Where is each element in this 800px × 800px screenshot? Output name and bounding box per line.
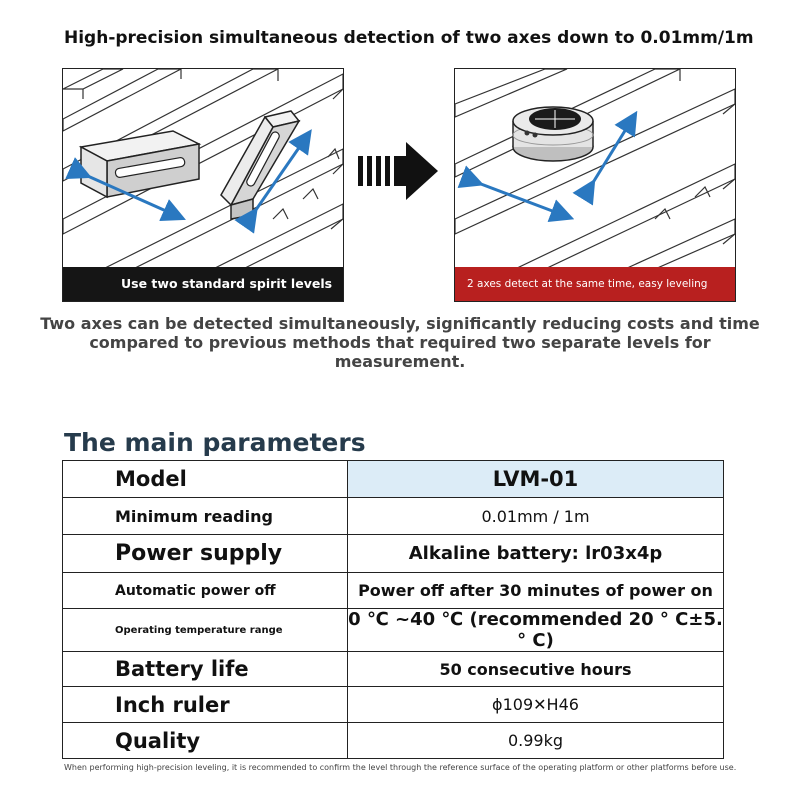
illustration-dual-axis-level xyxy=(454,68,736,302)
headline: High-precision simultaneous detection of two axes down to 0.01mm/1m xyxy=(64,28,754,48)
transition-arrow-icon xyxy=(358,142,438,200)
param-label-operating-temperature: Operating temperature range xyxy=(63,609,348,652)
spirit-level-horizontal xyxy=(81,131,199,197)
param-label-battery-life: Battery life xyxy=(63,652,348,687)
param-value-quality: 0.99kg xyxy=(348,723,724,759)
summary-line-3: measurement. xyxy=(334,352,466,371)
param-label-power-supply: Power supply xyxy=(63,535,348,573)
table-row xyxy=(63,461,724,498)
table-row xyxy=(63,687,724,723)
param-value-battery-life: 50 consecutive hours xyxy=(348,652,724,687)
parameters-table xyxy=(62,460,724,759)
param-value-minimum-reading: 0.01mm / 1m xyxy=(348,498,724,535)
summary-line-1: Two axes can be detected simultaneously, significantly reducing costs and time xyxy=(40,314,760,333)
param-value-model: LVM-01 xyxy=(348,461,724,498)
table-row xyxy=(63,498,724,535)
table-row xyxy=(63,652,724,687)
table-row xyxy=(63,609,724,652)
caption-dual-axis: 2 axes detect at the same time, easy leveling xyxy=(455,267,735,301)
param-label-automatic-power-off: Automatic power off xyxy=(63,573,348,609)
param-label-inch-ruler: Inch ruler xyxy=(63,687,348,723)
param-value-power-supply: Alkaline battery: lr03x4p xyxy=(348,535,724,573)
illustration-two-spirit-levels xyxy=(62,68,344,302)
table-row xyxy=(63,535,724,573)
param-value-automatic-power-off: Power off after 30 minutes of power on xyxy=(348,573,724,609)
param-value-inch-ruler: ϕ109✕H46 xyxy=(348,687,724,723)
footnote: When performing high-precision leveling, it is recommended to confirm the level through the reference surface of the operating platform or other platforms before use. xyxy=(64,763,737,772)
summary-line-2: compared to previous methods that required two separate levels for xyxy=(89,333,711,352)
param-value-operating-temperature: 0 ℃ ~40 ℃ (recommended 20 ° C±5. ° C) xyxy=(348,609,723,651)
caption-two-spirit-levels: Use two standard spirit levels xyxy=(63,267,343,301)
param-label-model: Model xyxy=(63,461,348,498)
table-row xyxy=(63,723,724,759)
summary-text xyxy=(20,314,780,371)
table-row xyxy=(63,573,724,609)
param-label-minimum-reading: Minimum reading xyxy=(63,498,348,535)
section-title: The main parameters xyxy=(64,428,366,457)
electronic-level-device xyxy=(513,107,593,161)
param-label-quality: Quality xyxy=(63,723,348,759)
workbench-with-two-levels-drawing xyxy=(63,69,343,269)
workbench-with-electronic-level-drawing xyxy=(455,69,735,269)
